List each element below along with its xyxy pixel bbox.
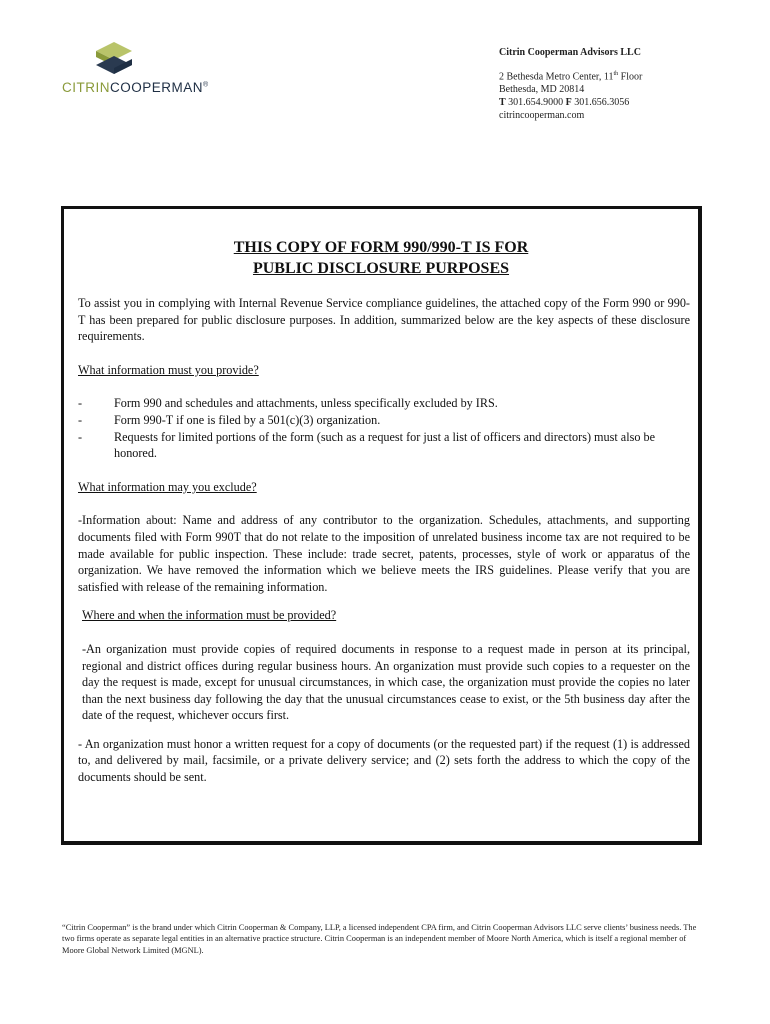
footer-disclaimer: “Citrin Cooperman” is the brand under which Citrin Cooperman & Company, LLP, a licensed independent CPA firm, and Citrin Cooperman Advisors LLC serve clients’ business needs. The two firms operate as separate legal entities in an alternative practice structure. Citrin Cooperman is an independent member of Moore North America, which is itself a regional member of Moore Global Network Limited (MGNL). — [62, 923, 697, 955]
provide-list — [78, 395, 690, 461]
where-when-paragraph-2: - An organization must honor a written request for a copy of documents (or the requested part) if the request (1) is addressed to, and delivered by mail, facsimile, or a private delivery service; and (2) sets forth the address to which the copy of the documents should be sent. — [78, 736, 690, 785]
firm-name: Citrin Cooperman Advisors LLC — [499, 47, 641, 58]
letterhead-address — [499, 46, 642, 122]
list-item: - Form 990-T if one is filed by a 501(c)(3) organization. — [78, 412, 381, 427]
intro-paragraph: To assist you in complying with Internal Revenue Service compliance guidelines, the attached copy of the Form 990 or 990-T has been prepared for public disclosure purposes. In addition, summarized below are the key aspects of these disclosure requirements. — [78, 296, 690, 344]
notice-content — [78, 295, 690, 786]
citrin-cooperman-logo-mark-icon — [92, 40, 136, 76]
logo-text-cooperman: COOPERMAN — [110, 80, 204, 95]
exclude-paragraph: -Information about: Name and address of any contributor to the organization. Schedules, attachments, and supporting documents filed with Form 990T that do not relate to the imposition of unrelated business income tax are not required to be made available for public inspection. These include: trade secret, patents, processes, style of work or apparatus of the organization. We have removed the information which we believe meets the IRS guidelines. Please verify that you are satisfied with release of the remaining information. — [78, 513, 690, 594]
section-heading-where-when: Where and when the information must be provided? — [82, 608, 337, 623]
where-when-paragraph-1: -An organization must provide copies of required documents in response to a request made in person at its principal, regional and district offices during regular business hours. An organization must provide such copies to a requester on the day the request is made, except for unusual circumstances, in which case, the organization must provide the copies no later than the next business day following the day that the unusual circumstances cease to exist, or the 5th business day after the date of the request, whichever occurs first. — [82, 641, 690, 723]
logo-text-citrin: CITRIN — [62, 80, 110, 95]
list-item: - Form 990 and schedules and attachments, unless specifically excluded by IRS. — [78, 396, 498, 411]
disclosure-notice-box — [61, 206, 702, 845]
title-line-1: THIS COPY OF FORM 990/990-T IS FOR — [233, 239, 529, 256]
notice-title — [64, 237, 698, 279]
title-line-2: PUBLIC DISCLOSURE PURPOSES — [252, 260, 510, 277]
city-state-zip: Bethesda, MD 20814 — [499, 84, 585, 96]
phone-fax-line: T 301.654.9000 F 301.656.3056 — [499, 97, 630, 109]
registered-mark: ® — [203, 81, 209, 89]
section-heading-provide: What information must you provide? — [78, 362, 259, 377]
list-item: - Requests for limited portions of the form (such as a request for just a list of officers and directors) must also be honored. — [78, 429, 655, 461]
logo-wordmark — [62, 80, 209, 95]
website-link[interactable]: citrincooperman.com — [499, 110, 585, 122]
street-address: 2 Bethesda Metro Center, 11th Floor — [499, 71, 643, 83]
section-heading-exclude: What information may you exclude? — [78, 479, 257, 494]
